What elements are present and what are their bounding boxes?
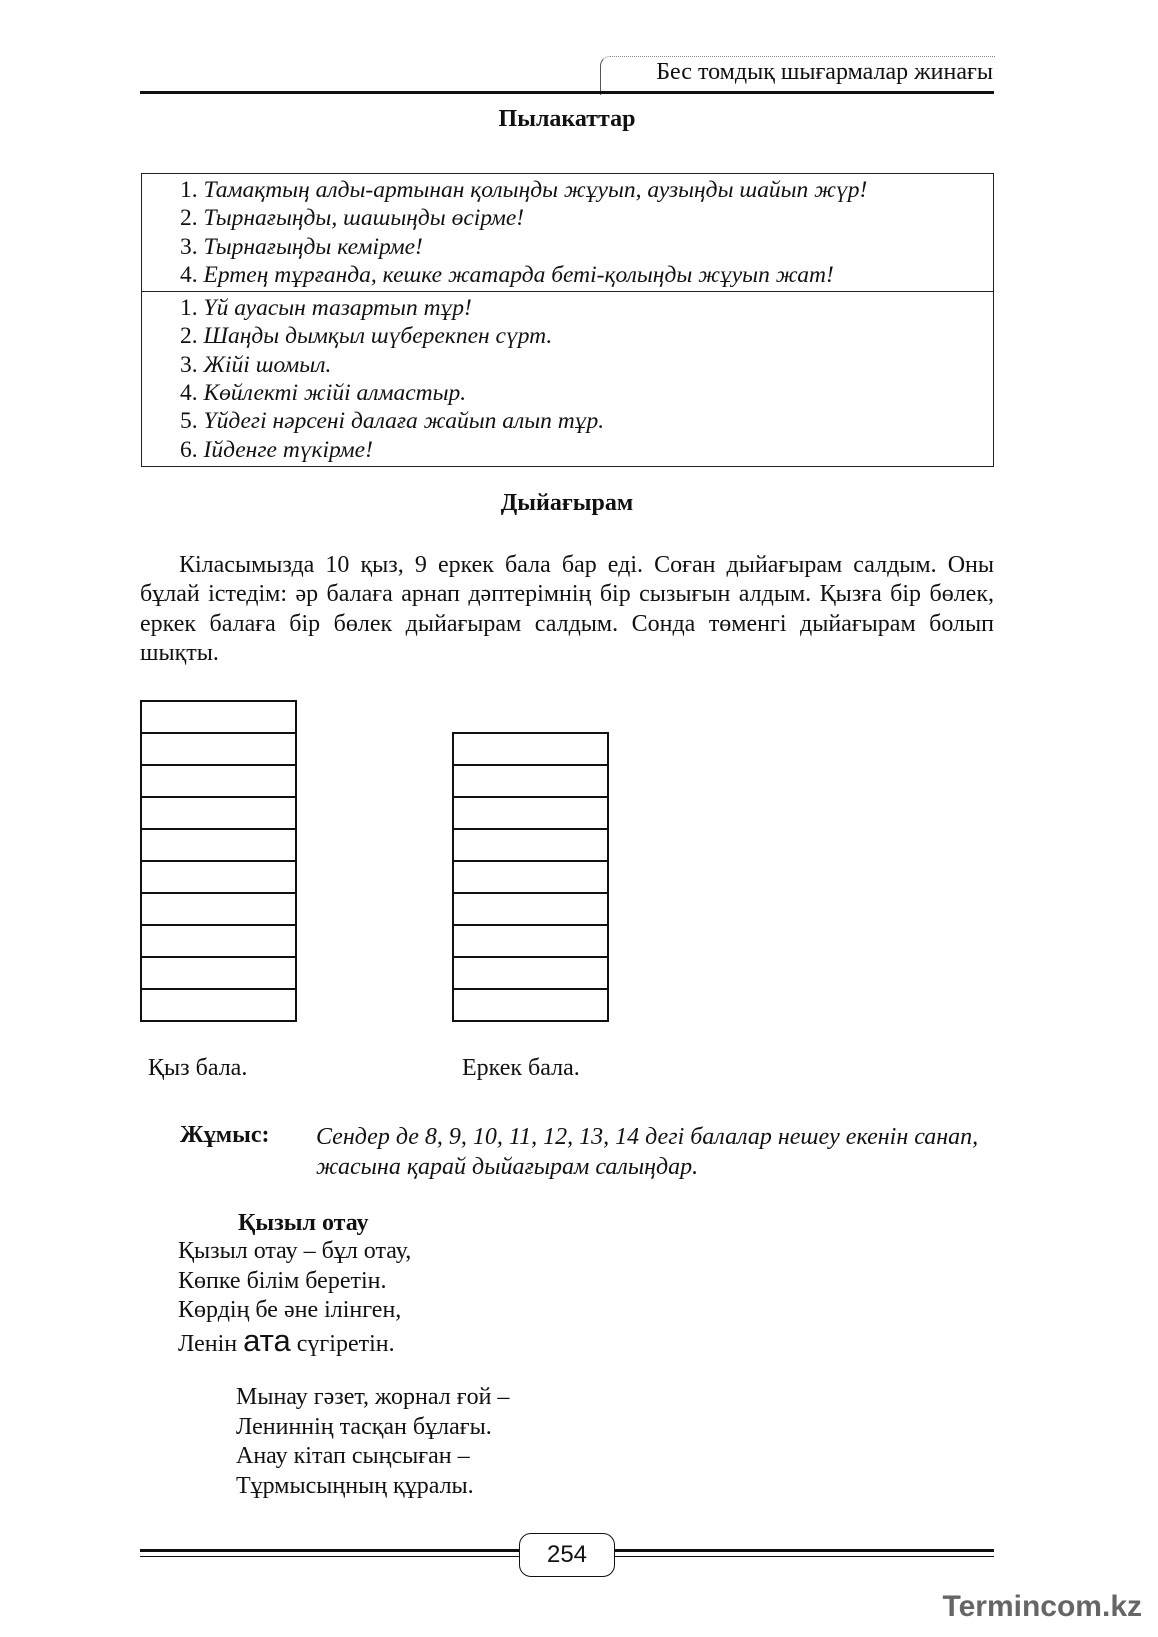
diagram-paragraph: Кіласымызда 10 қыз, 9 еркек бала бар еді. Соған дыйағырам салдым. Оны бұлай істедім: әр балаға арнап дәптерімнің бір сызығын алдым. Қызға бір бөлек, еркек балаға бір бөлек дыйағырам салдым. Сонда төменгі дыйағырам болып шықты. bbox=[140, 552, 994, 666]
poster-text: Үй ауасын тазартып тұр! bbox=[203, 295, 472, 322]
poem-line: Көпке білім беретін. bbox=[178, 1267, 387, 1294]
header-rule bbox=[140, 91, 994, 94]
poem-line: Тұрмысыңның құралы. bbox=[236, 1472, 474, 1499]
poem-line: Анау кітап сыңсыған – bbox=[236, 1443, 470, 1470]
diagram-cell bbox=[454, 894, 607, 926]
posters-table bbox=[141, 173, 994, 467]
diagram-cell bbox=[454, 990, 607, 1022]
poster-number: 4. bbox=[180, 380, 198, 407]
poster-line bbox=[180, 294, 993, 322]
poster-line bbox=[180, 322, 993, 350]
poem-text: сүгіретін. bbox=[290, 1330, 395, 1357]
diagram-cell bbox=[142, 798, 295, 830]
diagram-cell bbox=[454, 766, 607, 798]
boys-caption: Еркек бала. bbox=[462, 1055, 580, 1081]
diagram-cell bbox=[142, 990, 295, 1022]
footer-rule-left bbox=[140, 1549, 519, 1557]
poem-line bbox=[178, 1322, 411, 1359]
poem-line: Қызыл отау – бұл отау, bbox=[178, 1238, 412, 1264]
task-label: Жұмыс: bbox=[180, 1122, 270, 1148]
poster-line bbox=[180, 379, 993, 407]
diagram-cell bbox=[142, 894, 295, 926]
poem-emphasis: ата bbox=[243, 1322, 291, 1358]
poster-text: Үйдегі нәрсені далаға жайып алып тұр. bbox=[203, 408, 605, 435]
poster-line bbox=[180, 176, 993, 204]
poster-number: 3. bbox=[180, 233, 198, 260]
watermark-logo: Termincom.kz bbox=[942, 1590, 1142, 1623]
poster-line bbox=[180, 261, 993, 289]
posters-group-2 bbox=[142, 291, 993, 466]
diagram-cell bbox=[454, 798, 607, 830]
diagram-cell bbox=[142, 734, 295, 766]
poem-line: Лениннің тасқан бұлағы. bbox=[236, 1413, 492, 1440]
poster-text: Шаңды дымқыл шүберекпен сүрт. bbox=[203, 323, 553, 350]
poster-line bbox=[180, 351, 993, 379]
poster-line bbox=[180, 436, 993, 464]
diagram-cell bbox=[454, 862, 607, 894]
poem-stanza-1 bbox=[178, 1237, 411, 1359]
girls-bar bbox=[140, 700, 297, 1022]
diagram-title: Дыйағырам bbox=[500, 490, 634, 516]
poster-text: Тырнағыңды кемірме! bbox=[203, 233, 423, 260]
poster-text: Ійденге түкірме! bbox=[203, 436, 373, 463]
boys-bar bbox=[452, 732, 609, 1022]
diagram-cell bbox=[142, 766, 295, 798]
poster-number: 5. bbox=[180, 408, 198, 435]
poem-text: Ленін bbox=[178, 1330, 244, 1357]
poster-text: Тырнағыңды, шашыңды өсірме! bbox=[203, 205, 525, 232]
poster-line bbox=[180, 204, 993, 232]
poem-stanza-2 bbox=[236, 1383, 509, 1501]
diagram-cell bbox=[454, 958, 607, 990]
poster-text: Ертең тұрғанда, кешке жатарда беті-қолыңды жұуып жат! bbox=[203, 261, 834, 288]
diagram-cell bbox=[454, 926, 607, 958]
poem-line: Көрдің бе әне ілінген, bbox=[178, 1297, 402, 1324]
poem-line: Мынау гәзет, жорнал ғой – bbox=[236, 1384, 510, 1410]
poster-line bbox=[180, 407, 993, 435]
poem-title: Қызыл отау bbox=[238, 1210, 369, 1236]
diagram-cell bbox=[454, 734, 607, 766]
poster-number: 4. bbox=[180, 261, 198, 288]
diagram-cell bbox=[142, 830, 295, 862]
diagram-cell bbox=[142, 702, 295, 734]
diagram-cell bbox=[142, 958, 295, 990]
poster-text: Көйлекті жійі алмастыр. bbox=[203, 380, 467, 407]
diagram-cell bbox=[142, 862, 295, 894]
posters-title: Пылакаттар bbox=[498, 106, 636, 132]
diagram-cell bbox=[142, 926, 295, 958]
task-text: Сендер де 8, 9, 10, 11, 12, 13, 14 дегі балалар нешеу екенін санап, жасына қарай дыйағырам салыңдар. bbox=[316, 1124, 979, 1180]
poster-number: 3. bbox=[180, 351, 198, 378]
page-number: 254 bbox=[519, 1533, 615, 1577]
poster-number: 2. bbox=[180, 323, 198, 350]
footer-rule-right bbox=[615, 1549, 994, 1557]
posters-group-1 bbox=[142, 174, 993, 291]
poster-number: 1. bbox=[180, 177, 198, 203]
girls-caption: Қыз бала. bbox=[148, 1055, 248, 1081]
poster-number: 2. bbox=[180, 205, 198, 232]
poster-number: 6. bbox=[180, 436, 198, 463]
poster-text: Жійі шомыл. bbox=[203, 351, 332, 378]
poster-text: Тамақтың алды-артынан қолыңды жұуып, аузыңды шайып жүр! bbox=[203, 177, 868, 203]
poster-line bbox=[180, 233, 993, 261]
running-header-title: Бес томдық шығармалар жинағы bbox=[656, 59, 993, 85]
poster-number: 1. bbox=[180, 295, 198, 322]
diagram-cell bbox=[454, 830, 607, 862]
